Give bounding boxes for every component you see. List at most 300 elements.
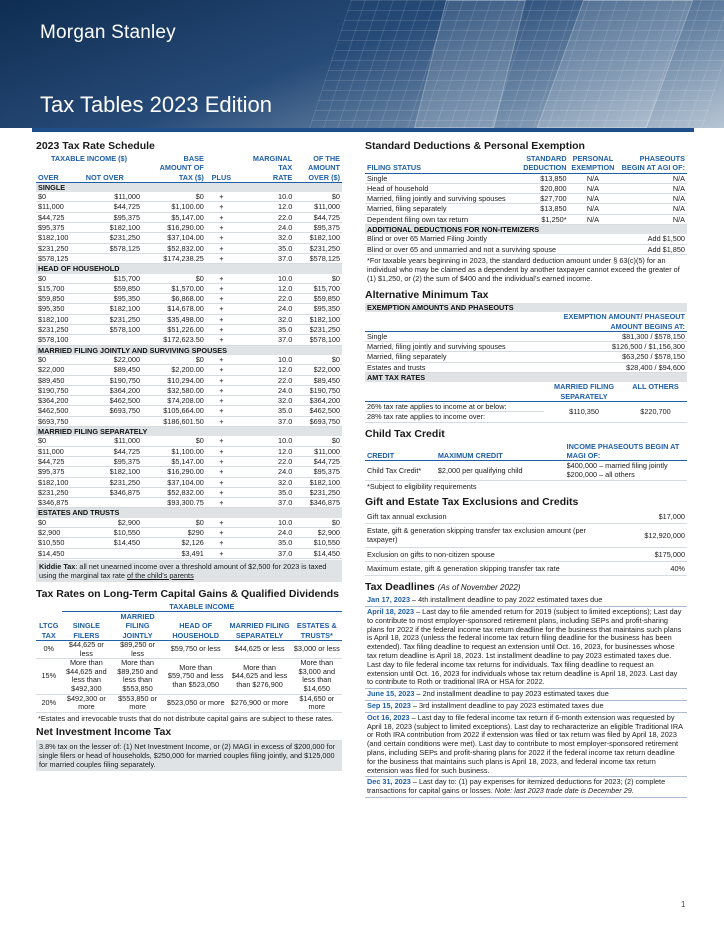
base-tax-cell: $51,226.00 bbox=[142, 325, 206, 335]
kiddie-tax-label: Kiddie Tax bbox=[39, 561, 76, 571]
over-cell: $346,875 bbox=[36, 498, 84, 508]
plus-cell: + bbox=[206, 548, 237, 558]
over-cell: $0 bbox=[36, 192, 84, 202]
deadline-item bbox=[365, 777, 687, 798]
marginal-header-2: TAX bbox=[278, 163, 293, 173]
amt-exemption-value: $126,500 / $1,156,300 bbox=[536, 342, 687, 352]
of-amount-cell: $10,550 bbox=[294, 538, 342, 548]
over-cell: $182,100 bbox=[36, 314, 84, 324]
deadline-text: – Last day to: (1) pay expenses for itemized deductions for 2023; (2) complete transactions for capital gains or losses. bbox=[367, 777, 666, 796]
ltcg-threshold-cell: $14,650 or more bbox=[292, 694, 342, 712]
of-amount-cell: $182,100 bbox=[294, 233, 342, 243]
ltcg-table bbox=[36, 602, 342, 713]
amt-exemption-value: $63,250 / $578,150 bbox=[536, 352, 687, 362]
of-header-3: OVER ($) bbox=[294, 173, 342, 183]
deadline-date: Sep 15, 2023 bbox=[367, 700, 411, 710]
table-row bbox=[36, 274, 342, 284]
niit-title: Net Investment Income Tax bbox=[36, 725, 172, 738]
gift-amount: $175,000 bbox=[597, 547, 687, 561]
ltcg-rate-cell: 0% bbox=[36, 641, 62, 659]
base-header-2: AMOUNT OF bbox=[159, 163, 204, 173]
of-amount-cell: $22,000 bbox=[294, 365, 342, 375]
over-cell: $231,250 bbox=[36, 487, 84, 497]
rate-cell: 35.0 bbox=[237, 406, 294, 416]
base-tax-cell: $172,623.50 bbox=[142, 335, 206, 345]
std-deduction-title: Standard Deductions & Personal Exemption bbox=[365, 140, 585, 152]
plus-cell: + bbox=[206, 467, 237, 477]
base-tax-cell: $5,147.00 bbox=[142, 456, 206, 466]
additional-deductions-section bbox=[365, 225, 687, 234]
table-row bbox=[36, 406, 342, 416]
phaseout-cell: N/A bbox=[617, 214, 687, 224]
rate-cell: 35.0 bbox=[237, 487, 294, 497]
std-deduction-body bbox=[365, 173, 687, 224]
deadline-date: June 15, 2023 bbox=[367, 689, 415, 699]
plus-cell: + bbox=[206, 456, 237, 466]
rate-cell: 22.0 bbox=[237, 212, 294, 222]
plus-cell: + bbox=[206, 274, 237, 284]
deadline-text: – 2nd installment deadline to pay 2023 estimated taxes due bbox=[414, 689, 609, 699]
over-cell: $0 bbox=[36, 274, 84, 284]
phaseout-cell: N/A bbox=[617, 183, 687, 193]
plus-cell: + bbox=[206, 202, 237, 212]
ctc-title: Child Tax Credit bbox=[365, 427, 445, 440]
rate-cell: 12.0 bbox=[237, 446, 294, 456]
plus-cell: + bbox=[206, 294, 237, 304]
deadlines-title-text: Tax Deadlines bbox=[365, 581, 435, 594]
gift-title: Gift and Estate Tax Exclusions and Credits bbox=[365, 495, 579, 508]
not-over-cell: $182,100 bbox=[84, 304, 142, 314]
rate-cell: 12.0 bbox=[237, 202, 294, 212]
table-row bbox=[36, 694, 342, 712]
table-row bbox=[365, 183, 687, 193]
phaseout-header-2: BEGIN AT AGI OF: bbox=[617, 163, 687, 173]
ltcg-threshold-cell: $553,850 or more bbox=[111, 694, 164, 712]
not-over-cell: $364,200 bbox=[84, 385, 142, 395]
table-row bbox=[36, 304, 342, 314]
not-over-cell: $10,550 bbox=[84, 527, 142, 537]
base-tax-cell: $6,868.00 bbox=[142, 294, 206, 304]
std-header-2: DEDUCTION bbox=[520, 163, 569, 173]
ctc-phaseouts bbox=[565, 461, 687, 481]
over-cell: $15,700 bbox=[36, 283, 84, 293]
plus-cell: + bbox=[206, 406, 237, 416]
over-header: OVER bbox=[36, 173, 84, 183]
table-row bbox=[365, 561, 687, 575]
table-row bbox=[36, 253, 342, 263]
rate-cell: 22.0 bbox=[237, 456, 294, 466]
gift-body bbox=[365, 510, 687, 576]
table-row bbox=[365, 524, 687, 548]
rate-cell: 37.0 bbox=[237, 548, 294, 558]
kiddie-tax-note bbox=[36, 560, 342, 582]
filing-status-cell: Dependent filing own tax return bbox=[365, 214, 520, 224]
std-deduction-cell: $13,850 bbox=[520, 204, 569, 214]
table-row bbox=[36, 223, 342, 233]
of-amount-cell: $0 bbox=[294, 518, 342, 528]
base-tax-cell: $1,570.00 bbox=[142, 283, 206, 293]
plus-cell: + bbox=[206, 487, 237, 497]
table-row bbox=[365, 234, 687, 244]
ltcg-header: HEAD OF HOUSEHOLD bbox=[164, 612, 228, 641]
deadline-text: – Last day to file federal income tax return if 6-month extension was requested by April 18, 2023 (subject to limited exceptions). Last day to recharacterize an eligible Traditional IRA or Roth IRA contribution from 2022 if extension was filed or tax return was filed by April 18, 2023 (and certain conditions were met). Last day to contribute to most employer-sponsored retirement plans, including SEPs and profit-sharing plans for 2022 if the federal income tax return deadline for the business that maintains such plans is April 18, 2023, and federal income tax return extension was filed for such business. bbox=[367, 712, 683, 775]
base-tax-cell: $0 bbox=[142, 518, 206, 528]
plus-cell: + bbox=[206, 396, 237, 406]
ctc-note: *Subject to eligibility requirements bbox=[367, 481, 477, 491]
table-row bbox=[365, 173, 687, 183]
gift-amount: $12,920,000 bbox=[597, 524, 687, 548]
of-amount-cell: $44,725 bbox=[294, 212, 342, 222]
std-deduction-cell: $13,850 bbox=[520, 173, 569, 183]
rate-cell: 37.0 bbox=[237, 335, 294, 345]
plus-cell: + bbox=[206, 416, 237, 426]
deadline-date: April 18, 2023 bbox=[367, 607, 415, 616]
not-over-cell: $14,450 bbox=[84, 538, 142, 548]
amt-exemption-value: $28,400 / $94,600 bbox=[536, 362, 687, 372]
plus-cell: + bbox=[206, 325, 237, 335]
ltcg-threshold-cell: $44,625 or less bbox=[227, 641, 291, 659]
table-row bbox=[365, 352, 687, 362]
not-over-cell: $462,500 bbox=[84, 396, 142, 406]
rate-cell: 32.0 bbox=[237, 477, 294, 487]
plus-cell: + bbox=[206, 253, 237, 263]
brand-logo: Morgan Stanley bbox=[40, 22, 176, 43]
deadline-date: Jan 17, 2023 bbox=[367, 595, 411, 605]
base-tax-cell: $37,104.00 bbox=[142, 233, 206, 243]
std-deduction-table bbox=[365, 154, 687, 225]
base-tax-cell: $105,664.00 bbox=[142, 406, 206, 416]
over-cell: $231,250 bbox=[36, 243, 84, 253]
amt-exemption-table bbox=[365, 303, 687, 373]
of-amount-cell: $0 bbox=[294, 192, 342, 202]
amt-rate-28: 28% tax rate applies to income over: bbox=[365, 412, 544, 422]
table-row bbox=[365, 342, 687, 352]
ltcg-title: Tax Rates on Long-Term Capital Gains & Qualified Dividends bbox=[36, 587, 339, 600]
base-tax-cell: $1,100.00 bbox=[142, 202, 206, 212]
header-rule bbox=[32, 128, 694, 132]
plus-cell: + bbox=[206, 527, 237, 537]
deadlines-list bbox=[365, 595, 687, 798]
over-cell: $0 bbox=[36, 355, 84, 365]
deadlines-subtitle: (As of November 2022) bbox=[437, 583, 521, 593]
amt-mfs-header-2: SEPARATELY bbox=[544, 392, 624, 402]
table-row bbox=[36, 375, 342, 385]
not-over-cell: $95,375 bbox=[84, 456, 142, 466]
plus-cell: + bbox=[206, 446, 237, 456]
header-banner bbox=[0, 0, 724, 128]
ltcg-threshold-cell: $492,300 or more bbox=[62, 694, 112, 712]
base-tax-cell: $2,200.00 bbox=[142, 365, 206, 375]
ltcg-threshold-cell: $3,000 or less bbox=[292, 641, 342, 659]
amt-exemption-value: $81,300 / $578,150 bbox=[536, 331, 687, 341]
std-header-1: STANDARD bbox=[526, 154, 567, 163]
table-row bbox=[36, 538, 342, 548]
table-row bbox=[365, 244, 687, 254]
table-row bbox=[365, 362, 687, 372]
of-amount-cell: $578,125 bbox=[294, 253, 342, 263]
table-row bbox=[36, 477, 342, 487]
marginal-header-1: MARGINAL bbox=[252, 154, 293, 163]
additional-deductions-table bbox=[365, 225, 687, 255]
over-cell: $59,850 bbox=[36, 294, 84, 304]
base-tax-cell: $174,238.25 bbox=[142, 253, 206, 263]
over-cell: $190,750 bbox=[36, 385, 84, 395]
not-over-cell: $346,875 bbox=[84, 487, 142, 497]
table-row bbox=[36, 294, 342, 304]
not-over-cell bbox=[84, 253, 142, 263]
base-tax-cell: $5,147.00 bbox=[142, 212, 206, 222]
plus-cell: + bbox=[206, 375, 237, 385]
of-amount-cell: $693,750 bbox=[294, 416, 342, 426]
amt-rates-table bbox=[365, 373, 687, 422]
ltcg-header: SINGLE FILERS bbox=[62, 612, 112, 641]
base-tax-cell: $2,126 bbox=[142, 538, 206, 548]
deadline-item bbox=[365, 595, 687, 607]
base-tax-cell: $3,491 bbox=[142, 548, 206, 558]
plus-cell: + bbox=[206, 477, 237, 487]
ctc-credit-header: CREDIT bbox=[365, 451, 436, 461]
table-row bbox=[36, 212, 342, 222]
rate-cell: 24.0 bbox=[237, 527, 294, 537]
additional-deduction-amount: Add $1,500 bbox=[630, 234, 687, 244]
phaseout-header-1: PHASEOUTS bbox=[639, 154, 685, 163]
ltcg-threshold-cell: More than $59,750 and less than $523,050 bbox=[164, 659, 228, 694]
rate-cell: 10.0 bbox=[237, 355, 294, 365]
rate-cell: 32.0 bbox=[237, 396, 294, 406]
over-cell: $693,750 bbox=[36, 416, 84, 426]
right-column bbox=[365, 138, 687, 798]
rate-cell: 32.0 bbox=[237, 314, 294, 324]
schedule-section bbox=[36, 345, 342, 355]
plus-cell: + bbox=[206, 335, 237, 345]
plus-cell: + bbox=[206, 304, 237, 314]
filing-status-header: FILING STATUS bbox=[365, 163, 520, 173]
ltcg-rate-cell: 15% bbox=[36, 659, 62, 694]
base-tax-cell: $16,290.00 bbox=[142, 223, 206, 233]
base-tax-cell: $186,601.50 bbox=[142, 416, 206, 426]
not-over-cell bbox=[84, 548, 142, 558]
tax-rate-schedule-title: 2023 Tax Rate Schedule bbox=[36, 140, 155, 152]
ctc-phaseout-joint: $400,000 – married filing jointly bbox=[566, 461, 668, 471]
over-cell: $10,550 bbox=[36, 538, 84, 548]
exemption-header-2: EXEMPTION bbox=[569, 163, 618, 173]
plus-cell: + bbox=[206, 538, 237, 548]
of-amount-cell: $182,100 bbox=[294, 477, 342, 487]
of-header-2: AMOUNT bbox=[307, 163, 340, 173]
ltcg-threshold-cell: $59,750 or less bbox=[164, 641, 228, 659]
table-row bbox=[36, 202, 342, 212]
ctc-phaseout-header-1: INCOME PHASEOUTS BEGIN AT bbox=[566, 441, 680, 451]
of-amount-cell: $182,100 bbox=[294, 314, 342, 324]
amt-mfs-value: $110,350 bbox=[544, 401, 624, 422]
of-amount-cell: $89,450 bbox=[294, 375, 342, 385]
phaseout-cell: N/A bbox=[617, 194, 687, 204]
not-over-cell: $231,250 bbox=[84, 233, 142, 243]
exemption-cell: N/A bbox=[569, 173, 618, 183]
ctc-table bbox=[365, 442, 687, 481]
rate-cell: 37.0 bbox=[237, 416, 294, 426]
over-cell: $44,725 bbox=[36, 212, 84, 222]
not-over-cell: $231,250 bbox=[84, 477, 142, 487]
exemption-cell: N/A bbox=[569, 183, 618, 193]
table-row bbox=[36, 446, 342, 456]
ltcg-header: MARRIED FILING JOINTLY bbox=[111, 612, 164, 641]
amt-filing-status: Single bbox=[365, 331, 536, 341]
rate-cell: 22.0 bbox=[237, 375, 294, 385]
ltcg-header: LTCG TAX bbox=[36, 612, 62, 641]
additional-deduction-label: Blind or over 65 and unmarried and not a surviving spouse bbox=[365, 244, 630, 254]
exemption-cell: N/A bbox=[569, 214, 618, 224]
amt-all-others-header: ALL OTHERS bbox=[632, 382, 679, 392]
not-over-cell: $578,100 bbox=[84, 325, 142, 335]
ltcg-rate-cell: 20% bbox=[36, 694, 62, 712]
base-tax-cell: $1,100.00 bbox=[142, 446, 206, 456]
over-cell: $11,000 bbox=[36, 202, 84, 212]
table-row bbox=[36, 641, 342, 659]
over-cell: $95,375 bbox=[36, 467, 84, 477]
deadline-item bbox=[365, 701, 687, 713]
of-amount-cell: $231,250 bbox=[294, 243, 342, 253]
schedule-section-label: ESTATES AND TRUSTS bbox=[36, 508, 342, 518]
table-row bbox=[36, 487, 342, 497]
schedule-section bbox=[36, 508, 342, 518]
of-amount-cell: $95,375 bbox=[294, 467, 342, 477]
amt-filing-status: Estates and trusts bbox=[365, 362, 536, 372]
table-row bbox=[36, 527, 342, 537]
amt-exemption-header-2: AMOUNT BEGINS AT: bbox=[536, 322, 687, 332]
page-number: 1 bbox=[681, 900, 686, 909]
schedule-section bbox=[36, 182, 342, 192]
over-cell: $578,100 bbox=[36, 335, 84, 345]
rate-cell: 10.0 bbox=[237, 274, 294, 284]
plus-cell: + bbox=[206, 518, 237, 528]
not-over-cell: $11,000 bbox=[84, 192, 142, 202]
table-row bbox=[365, 204, 687, 214]
filing-status-cell: Married, filing separately bbox=[365, 204, 520, 214]
over-cell: $14,450 bbox=[36, 548, 84, 558]
amt-rate-26: 26% tax rate applies to income at or below: bbox=[365, 401, 544, 411]
table-row bbox=[36, 436, 342, 446]
ctc-phaseout-header-2: MAGI OF: bbox=[565, 451, 687, 461]
table-row bbox=[36, 192, 342, 202]
schedule-section-label: MARRIED FILING SEPARATELY bbox=[36, 427, 342, 437]
amt-exemption-label: EXEMPTION AMOUNTS AND PHASEOUTS bbox=[365, 303, 687, 312]
deadline-date: Oct 16, 2023 bbox=[367, 712, 410, 722]
base-tax-cell: $74,208.00 bbox=[142, 396, 206, 406]
marginal-header-3: RATE bbox=[237, 173, 294, 183]
amt-header-row bbox=[365, 322, 687, 332]
not-over-cell: $182,100 bbox=[84, 467, 142, 477]
ltcg-taxable-income-header: TAXABLE INCOME bbox=[62, 602, 342, 612]
deadline-text: – 3rd installment deadline to pay 2023 estimated taxes due bbox=[410, 700, 604, 710]
of-amount-cell: $462,500 bbox=[294, 406, 342, 416]
deadline-text: – Last day to file amended return for 2019 (subject to limited exceptions); Last day to contribute to most employer-sponsored retirement plans, including SEPs and profit-sharing plans for 2022 if the federal income tax return deadline for the business that maintains such plans is April 18, 2023 (unless the federal income tax return filing deadline for the business has been extended). Tax filing deadline to request an extension until Oct. 16, 2023, for businesses whose tax return deadline is April 18, 2023. 1st installment deadline to pay 2023 estimated taxes due. Last day to file federal income tax returns for individuals. Tax filing deadline to request an extension until Oct. 16, 2023 for individuals whose tax return deadline is April 18, 2023. Last day to contribute to Roth or traditional IRA or HSA for 2022. bbox=[367, 607, 682, 687]
base-tax-cell: $14,678.00 bbox=[142, 304, 206, 314]
not-over-cell: $89,450 bbox=[84, 365, 142, 375]
of-amount-cell: $95,350 bbox=[294, 304, 342, 314]
over-cell: $44,725 bbox=[36, 456, 84, 466]
table-row bbox=[36, 498, 342, 508]
ctc-max: $2,000 per qualifying child bbox=[436, 461, 565, 481]
of-header-1: OF THE bbox=[313, 154, 340, 163]
gift-label: Maximum estate, gift & generation skipping transfer tax rate bbox=[365, 561, 597, 575]
deadline-text: – 4th installment deadline to pay 2022 estimated taxes due bbox=[410, 595, 603, 605]
std-deduction-cell: $1,250* bbox=[520, 214, 569, 224]
schedule-section bbox=[36, 264, 342, 274]
deadline-item bbox=[365, 713, 687, 778]
ltcg-threshold-cell: More than $44,625 and less than $492,300 bbox=[62, 659, 112, 694]
over-cell: $578,125 bbox=[36, 253, 84, 263]
of-amount-cell: $578,100 bbox=[294, 335, 342, 345]
amt-filing-status: Married, filing separately bbox=[365, 352, 536, 362]
of-amount-cell: $11,000 bbox=[294, 202, 342, 212]
plus-cell: + bbox=[206, 365, 237, 375]
niit-text: 3.8% tax on the lesser of: (1) Net Investment Income, or (2) MAGI in excess of $200,000 for single filers or head of households, $250,000 for married couples filing jointly, and $125,000 for married couples filing separately. bbox=[36, 740, 342, 771]
amt-title: Alternative Minimum Tax bbox=[365, 288, 489, 301]
base-tax-cell: $16,290.00 bbox=[142, 467, 206, 477]
gift-label: Gift tax annual exclusion bbox=[365, 510, 597, 524]
rate-cell: 22.0 bbox=[237, 294, 294, 304]
schedule-section bbox=[36, 427, 342, 437]
table-row bbox=[36, 355, 342, 365]
plus-cell: + bbox=[206, 243, 237, 253]
not-over-cell: $44,725 bbox=[84, 202, 142, 212]
deadline-item bbox=[365, 607, 687, 689]
deadlines-title bbox=[365, 581, 687, 593]
table-row bbox=[36, 325, 342, 335]
not-over-cell bbox=[84, 416, 142, 426]
plus-header: PLUS bbox=[206, 173, 237, 183]
filing-status-cell: Married, filing jointly and surviving spouses bbox=[365, 194, 520, 204]
ctc-max-header: MAXIMUM CREDIT bbox=[436, 451, 565, 461]
phaseout-cell: N/A bbox=[617, 204, 687, 214]
table-row bbox=[36, 385, 342, 395]
of-amount-cell: $59,850 bbox=[294, 294, 342, 304]
rate-cell: 32.0 bbox=[237, 233, 294, 243]
of-amount-cell: $44,725 bbox=[294, 456, 342, 466]
rate-cell: 10.0 bbox=[237, 436, 294, 446]
table-row bbox=[36, 365, 342, 375]
over-cell: $22,000 bbox=[36, 365, 84, 375]
amt-filing-status: Married, filing jointly and surviving spouses bbox=[365, 342, 536, 352]
base-tax-cell: $37,104.00 bbox=[142, 477, 206, 487]
not-over-cell bbox=[84, 335, 142, 345]
ltcg-threshold-cell: More than $3,000 and less than $14,650 bbox=[292, 659, 342, 694]
deadline-note: Note: last 2023 trade date is December 29. bbox=[494, 786, 634, 796]
table-row bbox=[365, 510, 687, 524]
schedule-section-label: MARRIED FILING JOINTLY AND SURVIVING SPOUSES bbox=[36, 345, 342, 355]
table-row bbox=[365, 194, 687, 204]
of-amount-cell: $0 bbox=[294, 436, 342, 446]
table-row bbox=[36, 456, 342, 466]
rate-cell: 12.0 bbox=[237, 365, 294, 375]
over-cell: $95,350 bbox=[36, 304, 84, 314]
of-amount-cell: $14,450 bbox=[294, 548, 342, 558]
of-amount-cell: $15,700 bbox=[294, 283, 342, 293]
not-over-cell: $693,750 bbox=[84, 406, 142, 416]
over-cell: $89,450 bbox=[36, 375, 84, 385]
over-cell: $0 bbox=[36, 518, 84, 528]
base-tax-cell: $0 bbox=[142, 274, 206, 284]
base-tax-cell: $52,832.00 bbox=[142, 487, 206, 497]
not-over-cell: $44,725 bbox=[84, 446, 142, 456]
of-amount-cell: $95,375 bbox=[294, 223, 342, 233]
table-row bbox=[36, 396, 342, 406]
table-row bbox=[365, 331, 687, 341]
ltcg-header: MARRIED FILING SEPARATELY bbox=[227, 612, 291, 641]
table-row bbox=[36, 548, 342, 558]
rate-cell: 24.0 bbox=[237, 467, 294, 477]
